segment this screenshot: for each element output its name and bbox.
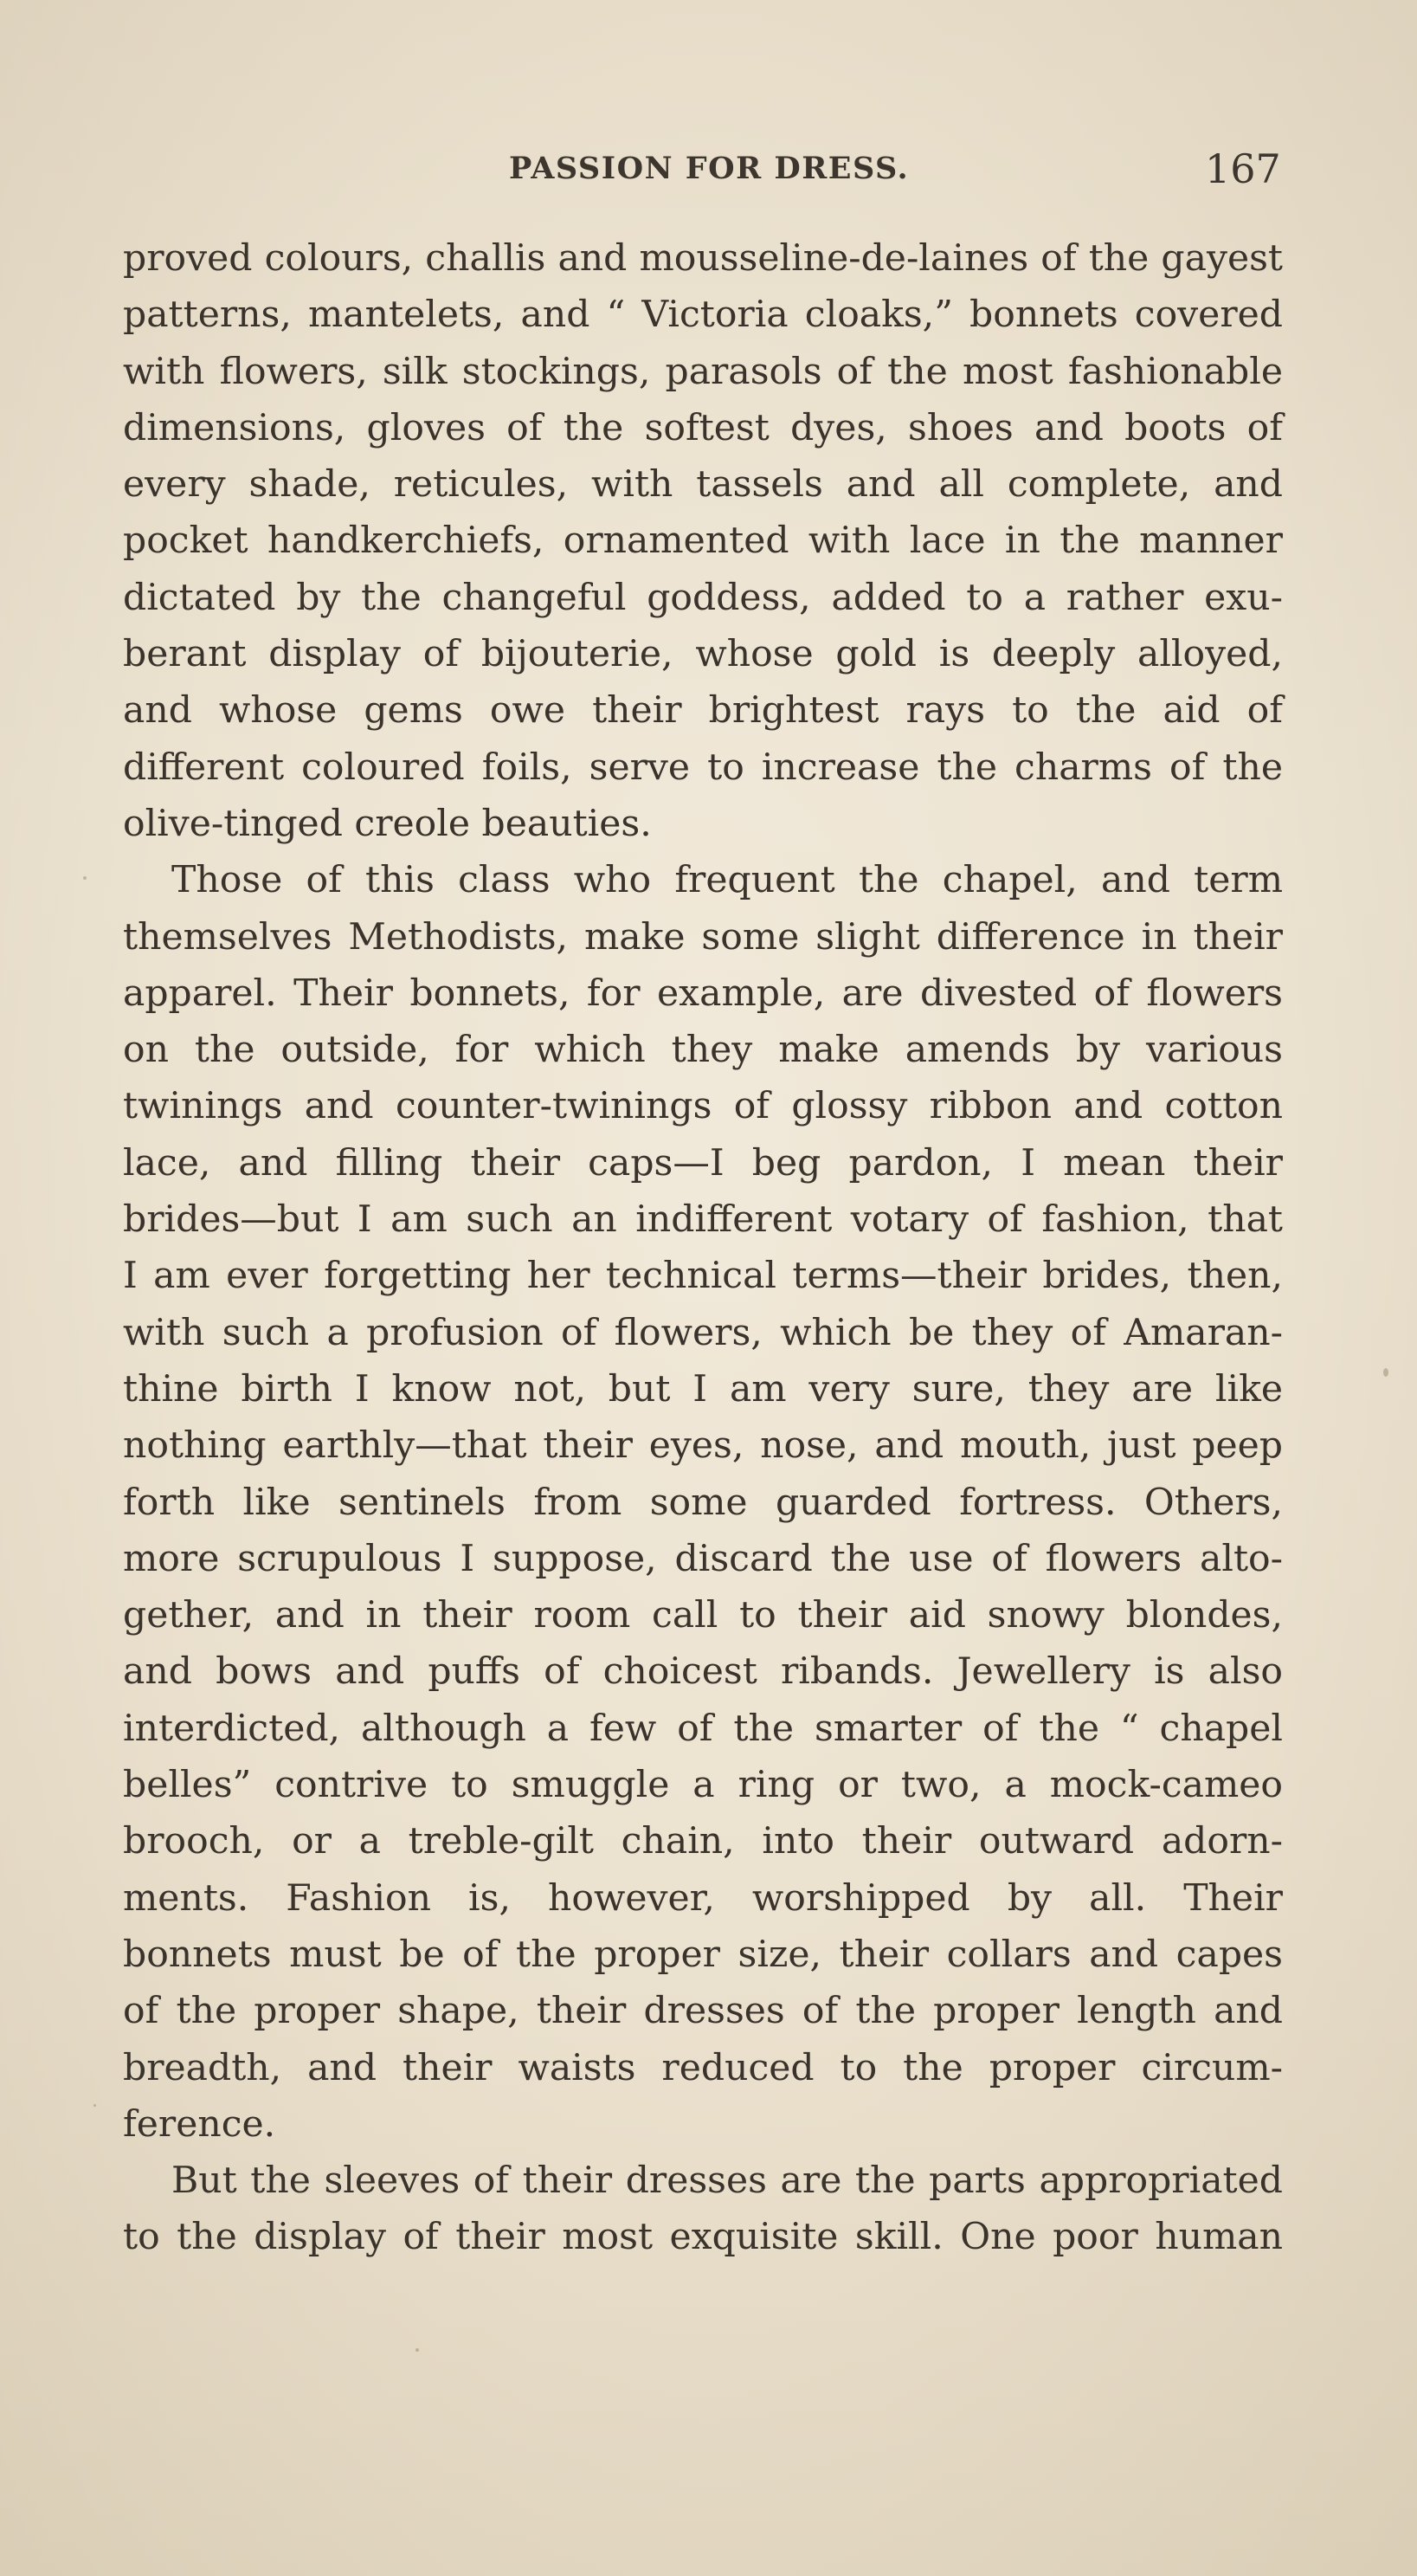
running-head: PASSION FOR DRESS.: [509, 151, 910, 186]
paper-speck: [1383, 1368, 1388, 1377]
text-line: ference.: [123, 2102, 276, 2146]
text-line: forth like sentinels from some guarded fortress. Others,: [123, 1481, 1283, 1524]
text-line: brooch, or a treble-gilt chain, into their outward adorn-: [123, 1820, 1283, 1863]
text-line: more scrupulous I suppose, discard the use of flowers alto-: [123, 1537, 1283, 1580]
text-line: thine birth I know not, but I am very sure, they are like: [123, 1367, 1283, 1411]
text-line: patterns, mantelets, and “ Victoria cloaks,” bonnets covered: [123, 294, 1283, 337]
text-line: ments. Fashion is, however, worshipped by all. Their: [123, 1876, 1283, 1920]
text-line: dimensions, gloves of the softest dyes, shoes and boots of: [123, 406, 1283, 449]
text-line: and whose gems owe their brightest rays to the aid of: [123, 689, 1283, 733]
text-line: apparel. Their bonnets, for example, are divested of flowers: [123, 972, 1283, 1015]
text-line: bonnets must be of the proper size, their collars and capes: [123, 1933, 1283, 1976]
page-number: 167: [1205, 145, 1281, 192]
text-line: and bows and puffs of choicest ribands. Jewellery is also: [123, 1650, 1283, 1694]
text-line: brides—but I am such an indifferent votary of fashion, that: [123, 1198, 1283, 1242]
text-line: proved colours, challis and mousseline-de-laines of the gayest: [123, 237, 1283, 280]
text-line: with flowers, silk stockings, parasols of the most fashionable: [123, 350, 1283, 393]
text-line: twinings and counter-twinings of glossy ribbon and cotton: [123, 1085, 1283, 1128]
body-text: [123, 230, 1283, 2266]
text-line: But the sleeves of their dresses are the parts appropriated: [171, 2160, 1283, 2203]
text-line: of the proper shape, their dresses of the proper length and: [123, 1990, 1283, 2033]
text-line: belles” contrive to smuggle a ring or two, a mock-cameo: [123, 1764, 1283, 1807]
text-line: every shade, reticules, with tassels and all complete, and: [123, 463, 1283, 507]
text-line: berant display of bijouterie, whose gold is deeply alloyed,: [123, 633, 1283, 676]
page-header: [0, 145, 1417, 197]
paper-speck: [83, 876, 87, 880]
paper-speck: [415, 2348, 419, 2352]
text-line: Those of this class who frequent the chapel, and term: [171, 859, 1283, 902]
text-line: gether, and in their room call to their aid snowy blondes,: [123, 1594, 1283, 1637]
text-line: dictated by the changeful goddess, added to a rather exu-: [123, 576, 1283, 619]
text-line: on the outside, for which they make amends by various: [123, 1029, 1283, 1072]
text-line: with such a profusion of flowers, which be they of Amaran-: [123, 1311, 1283, 1354]
text-line: themselves Methodists, make some slight difference in their: [123, 915, 1283, 959]
text-line: to the display of their most exquisite skill. One poor human: [123, 2216, 1283, 2259]
text-line: interdicted, although a few of the smarter of the “ chapel: [123, 1707, 1283, 1750]
text-line: pocket handkerchiefs, ornamented with lace in the manner: [123, 520, 1283, 563]
text-line: different coloured foils, serve to increase the charms of the: [123, 746, 1283, 789]
text-line: lace, and filling their caps—I beg pardon, I mean their: [123, 1141, 1283, 1185]
text-line: breadth, and their waists reduced to the proper circum-: [123, 2046, 1283, 2089]
paper-speck: [93, 2104, 96, 2107]
text-line: nothing earthly—that their eyes, nose, and mouth, just peep: [123, 1424, 1283, 1468]
text-line: olive-tinged creole beauties.: [123, 802, 652, 845]
text-line: I am ever forgetting her technical terms—their brides, then,: [123, 1255, 1283, 1298]
